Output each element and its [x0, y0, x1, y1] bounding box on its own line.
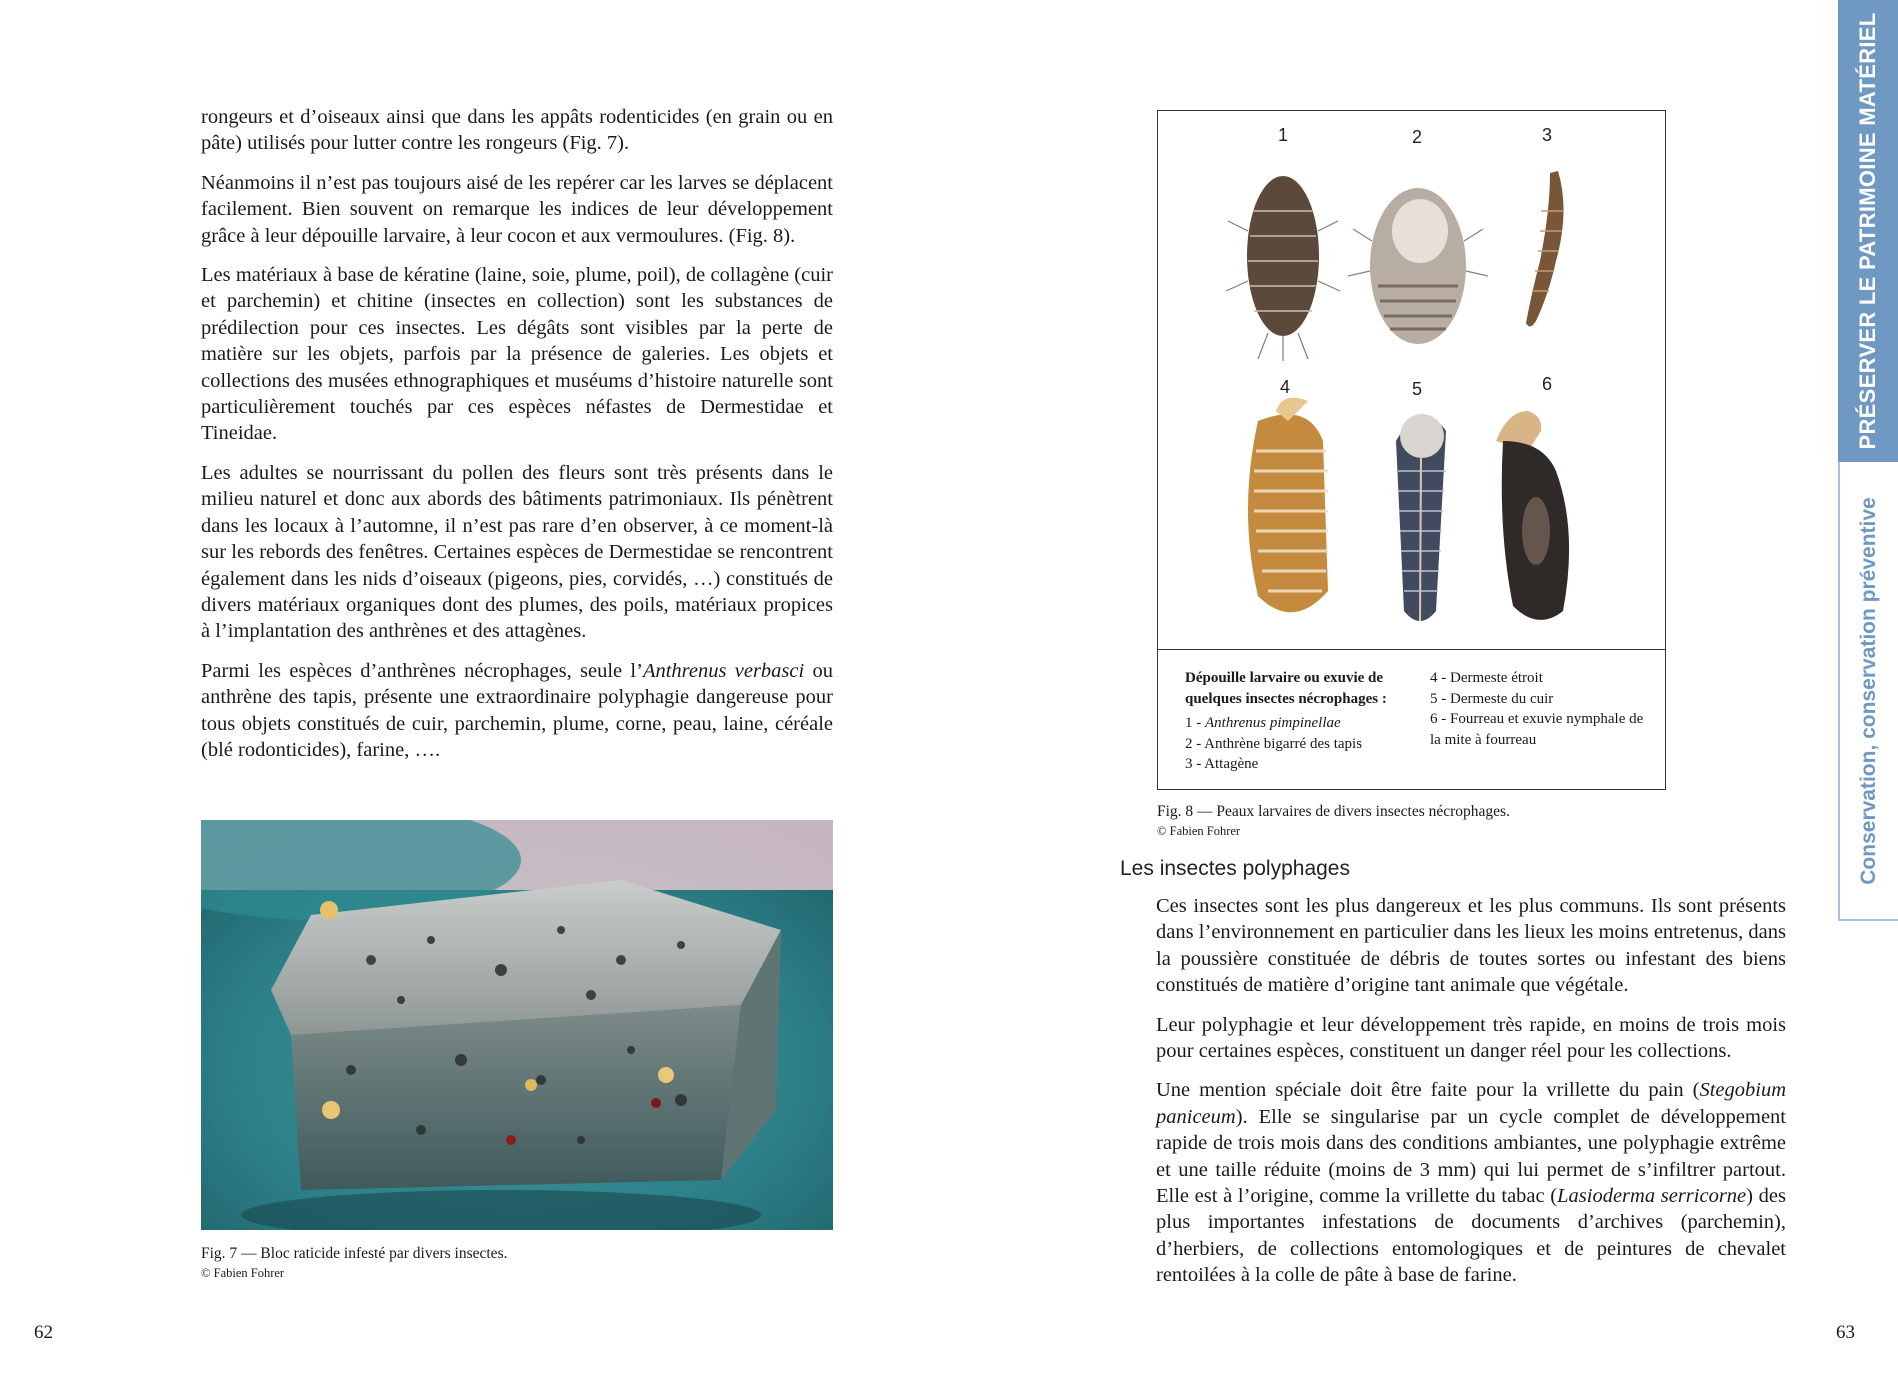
specimen-4 [1248, 398, 1328, 613]
specimen-number: 4 [1280, 377, 1291, 397]
larval-skins-image [1158, 111, 1667, 649]
figure-divider [1158, 649, 1665, 650]
legend-title-text: Dépouille larvaire ou exuvie de quelques insectes nécrophages : [1185, 670, 1387, 707]
page-number-right: 63 [1836, 1322, 1855, 1343]
paragraph [201, 658, 833, 764]
chapter-tab [1838, 0, 1898, 462]
specimen-number: 5 [1412, 379, 1423, 399]
fig7-credit: © Fabien Fohrer [201, 1266, 285, 1280]
right-text-column [1156, 893, 1786, 1302]
fig8-credit: © Fabien Fohrer [1157, 824, 1241, 838]
text-span: ou anthrène des tapis, présente une extraordinaire polyphagie dangereuse pour tous objets constitués de cuir, parchemin, plume, corne, peau, laine, céréale (blé rodonticides), farine, …. [201, 659, 834, 761]
legend-item-5: 5 - Dermeste du cuir [1430, 690, 1554, 707]
raticide-block-image [201, 820, 833, 1230]
paragraph: Les matériaux à base de kératine (laine, soie, plume, poil), de collagène (cuir et parchemin) et chitine (insectes en collection) sont les substances de prédilection pour ces insectes. Les dégâts sont visibles par la perte de matière sur les objets, parfois par la présence de galeries. Les objets et collections des musées ethnographiques et muséums d’histoire naturelle sont particulièrement touchés par ces espèces néfastes de Dermestidae et Tineidae. [201, 264, 833, 445]
paragraph: rongeurs et d’oiseaux ainsi que dans les appâts rodenticides (en grain ou en pâte) utilisés pour lutter contre les rongeurs (Fig. 7). [201, 106, 833, 155]
paragraph: Ces insectes sont les plus dangereux et les plus communs. Ils sont présents dans l’environnement en particulier dans les lieux les moins entretenus, dans la poussière constituée de débris de toutes sortes ou infestant des biens constitués de matière d’origine tant animale que végétale. [1156, 895, 1786, 997]
legend-item-6: 6 - Fourreau et exuvie nymphale de la mite à fourreau [1430, 711, 1644, 748]
legend-title [1185, 668, 1415, 709]
legend-item-4: 4 - Dermeste étroit [1430, 670, 1543, 686]
text-span: Parmi les espèces d’anthrènes nécrophages, seule l’ [201, 659, 643, 682]
paragraph: Leur polyphagie et leur développement très rapide, en moins de trois mois pour certaines espèces, constituent un danger réel pour les collections. [1156, 1013, 1786, 1063]
specimen-number: 6 [1542, 374, 1553, 394]
species-name: Stegobium paniceum [1156, 1079, 1786, 1128]
specimen-1 [1226, 176, 1340, 361]
legend-species: Anthrenus pimpinellae [1205, 715, 1341, 731]
fig8-legend-left [1185, 668, 1415, 775]
specimen-number: 2 [1412, 127, 1423, 147]
fig8-legend-right [1430, 668, 1650, 750]
section-title: Les insectes polyphages [1120, 857, 1350, 880]
specimen-6 [1496, 411, 1569, 620]
legend-prefix: 1 - [1185, 715, 1205, 731]
text-span: ) des plus importantes infestations de documents d’archives (parchemin), d’herbiers, de collections entomologiques et de peintures de chevalet rentoilées à la colle de pâte à base de farine. [1156, 1185, 1786, 1287]
specimen-3 [1526, 171, 1564, 327]
chapter-tab-label: PRÉSERVER LE PATRIMOINE MATÉRIEL [1855, 12, 1880, 450]
fig8-box [1157, 110, 1666, 790]
species-name: Anthrenus verbasci [642, 659, 805, 682]
legend-item-3: 3 - Attagène [1185, 756, 1259, 772]
text-span: Une mention spéciale doit être faite pour la vrillette du pain ( [1156, 1079, 1700, 1102]
page-number-left: 62 [34, 1322, 53, 1343]
specimen-number: 1 [1278, 125, 1289, 145]
paragraph [1156, 1077, 1786, 1288]
specimen-number: 3 [1542, 125, 1553, 145]
fig8-caption-block [1157, 802, 1510, 840]
specimen-5 [1396, 414, 1446, 621]
section-tab [1838, 462, 1898, 921]
species-name: Lasioderma serricorne [1557, 1185, 1747, 1208]
legend-item-2: 2 - Anthrène bigarré des tapis [1185, 735, 1363, 752]
fig7-caption-block [201, 1244, 507, 1282]
fig8-caption: Fig. 8 — Peaux larvaires de divers insectes nécrophages. [1157, 803, 1510, 820]
specimen-2 [1348, 188, 1488, 344]
paragraph: Néanmoins il n’est pas toujours aisé de les repérer car les larves se déplacent facilement. Bien souvent on remarque les indices de leur développement grâce à leur dépouille larvaire, à leur cocon et aux vermoulures. (Fig. 8). [201, 171, 833, 247]
chapter-sidebar [1838, 0, 1898, 921]
left-text-column [201, 104, 833, 776]
text-span: ). Elle se singularise par un cycle complet de développement rapide de trois mois dans des conditions ambiantes, une polyphagie extrême et une taille réduite (moins de 3 mm) qui lui permet de s’infiltrer partout. Elle est à l’origine, comme la vrillette du tabac ( [1156, 1105, 1786, 1208]
legend-item-1 [1185, 713, 1415, 734]
fig7-photo [201, 820, 833, 1230]
section-tab-label: Conservation, conservation préventive [1857, 496, 1880, 885]
fig7-caption: Fig. 7 — Bloc raticide infesté par divers insectes. [201, 1245, 508, 1262]
paragraph: Les adultes se nourrissant du pollen des fleurs sont très présents dans le milieu naturel et donc aux abords des bâtiments patrimoniaux. Ils pénètrent dans les locaux à l’automne, il n’est pas rare d’en observer, à ce moment-là sur les rebords des fenêtres. Certaines espèces de Dermestidae se rencontrent également dans les nids d’oiseaux (pigeons, pies, corvidés, …) constitués de divers matériaux organiques dont des plumes, des poils, matériaux propices à l’implantation des anthrènes et des attagènes. [201, 461, 833, 643]
